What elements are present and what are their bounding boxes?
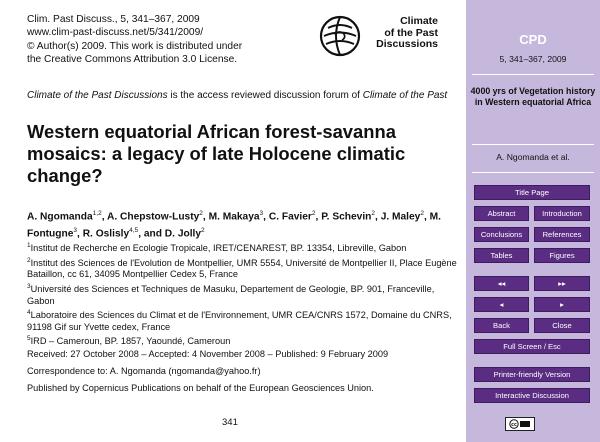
abstract-button[interactable]: Abstract [474, 206, 529, 221]
paper-title: Western equatorial African forest-savanna mosaics: a legacy of late Holocene climatic change? [27, 121, 406, 186]
author-name: R. Oslisly [82, 228, 130, 240]
dates-line: Received: 27 October 2008 – Accepted: 4 November 2008 – Published: 9 February 2009 [27, 349, 389, 359]
author-separator: , [101, 211, 108, 223]
affiliation-number: 4 [27, 309, 31, 317]
author-name: A. Ngomanda [27, 211, 93, 223]
fullscreen-button[interactable]: Full Screen / Esc [474, 339, 590, 354]
affiliation-number: 2 [27, 256, 31, 264]
affiliation-number: 3 [27, 282, 31, 290]
author-affiliation-marker: 2 [201, 227, 205, 235]
author-name: J. Maley [380, 211, 421, 223]
author-affiliation-marker: 3 [259, 210, 264, 217]
citation-line: Clim. Past Discuss., 5, 341–367, 2009 [27, 14, 200, 25]
volume-reference: 5, 341–367, 2009 [499, 54, 567, 64]
divider [472, 144, 594, 145]
last-page-button[interactable]: ▸▸ [534, 276, 590, 291]
page-number: 341 [222, 417, 238, 428]
author-name: P. Schevin [321, 211, 372, 223]
printer-friendly-button[interactable]: Printer-friendly Version [474, 367, 590, 382]
author-separator: , [315, 211, 322, 223]
tables-button[interactable]: Tables [474, 248, 529, 263]
author-list [27, 207, 457, 242]
copyright-line: © Author(s) 2009. This work is distributed under [27, 40, 243, 52]
author-affiliation-marker: 2 [199, 210, 203, 217]
author-name: A. Chepstow-Lusty [107, 211, 200, 223]
previous-page-button[interactable]: ◂ [474, 297, 529, 312]
affiliation-text: Université des Sciences et Techniques de Masuku, Departement de Geologie, BP. 901, Franceville, Gabon [27, 283, 435, 306]
author-separator: , [77, 228, 83, 240]
affiliation-item [27, 333, 457, 348]
author-name: D. Jolly [164, 228, 202, 240]
introduction-button[interactable]: Introduction [534, 206, 590, 221]
affiliation-item [27, 240, 457, 255]
first-page-button[interactable]: ◂◂ [474, 276, 529, 291]
author-affiliation-marker: 2 [420, 210, 424, 217]
affiliation-list [27, 240, 457, 348]
back-button[interactable]: Back [474, 318, 529, 333]
license-line: the Creative Commons Attribution 3.0 License. [27, 54, 238, 66]
references-button[interactable]: References [534, 227, 590, 242]
affiliation-text: Institut de Recherche en Ecologie Tropicale, IRET/CENAREST, BP. 13354, Libreville, Gabon [30, 243, 407, 254]
author-affiliation-marker: 4,5 [129, 227, 139, 235]
citation-header [27, 13, 242, 67]
affiliation-item [27, 281, 457, 307]
divider [472, 74, 594, 75]
author-separator: , [423, 211, 430, 223]
affiliation-item [27, 255, 457, 281]
publisher-line: Published by Copernicus Publications on behalf of the European Geosciences Union. [27, 383, 374, 393]
journal-logo [318, 14, 438, 64]
affiliation-number: 1 [27, 242, 31, 249]
author-affiliation-marker: 1,2 [92, 210, 102, 217]
divider [472, 172, 594, 173]
author-affiliation-marker: 2 [371, 210, 376, 217]
short-author: A. Ngomanda et al. [496, 152, 570, 162]
globe-logo-icon [318, 14, 362, 58]
author-name: M. Makaya [208, 211, 260, 223]
svg-text:cc: cc [511, 423, 517, 428]
next-page-button[interactable]: ▸ [534, 297, 590, 312]
conclusions-button[interactable]: Conclusions [474, 227, 529, 242]
affiliation-text: IRD – Cameroun, BP. 1857, Yaoundé, Cameroun [30, 336, 231, 347]
author-name: C. Favier [268, 211, 312, 223]
affiliation-text: Laboratoire des Sciences du Climat et de l'Environnement, UMR CEA/CNRS 1572, Domaine du CNRS, 91198 Gif sur Yvette cedex, France [27, 310, 452, 332]
author-affiliation-marker: 3 [73, 227, 78, 235]
url-line[interactable]: www.clim-past-discuss.net/5/341/2009/ [27, 27, 204, 39]
cc-badge-icon [509, 419, 531, 429]
affiliation-text: Institut des Sciences de l'Evolution de Montpellier, UMR 5554, Université de Montpellier II, Place Eugène Bataillon, cc 61, 34095 Montpellier Cedex 5, France [27, 257, 457, 280]
interactive-discussion-button[interactable]: Interactive Discussion [474, 388, 590, 403]
correspondence-line: Correspondence to: A. Ngomanda (ngomanda@yahoo.fr) [27, 366, 261, 376]
author-separator: , and [138, 228, 165, 240]
affiliation-item [27, 307, 457, 333]
author-separator: , [375, 211, 381, 223]
creative-commons-icon[interactable] [505, 417, 535, 431]
author-name: M. Fontugne [27, 211, 441, 240]
short-title: 4000 yrs of Vegetation history in Western equatorial Africa [470, 86, 596, 107]
affiliation-number: 5 [27, 335, 31, 343]
logo-wordmark: Climate of the Past Discussions [376, 15, 438, 50]
author-affiliation-marker: 2 [311, 210, 316, 217]
author-separator: , [202, 211, 209, 223]
title-page-button[interactable]: Title Page [474, 185, 590, 200]
author-separator: , [263, 211, 269, 223]
journal-abbreviation: CPD [519, 32, 547, 47]
figures-button[interactable]: Figures [534, 248, 590, 263]
close-button[interactable]: Close [534, 318, 590, 333]
forum-statement: Climate of the Past Discussions is the access reviewed discussion forum of Climate of the Past [27, 90, 448, 101]
